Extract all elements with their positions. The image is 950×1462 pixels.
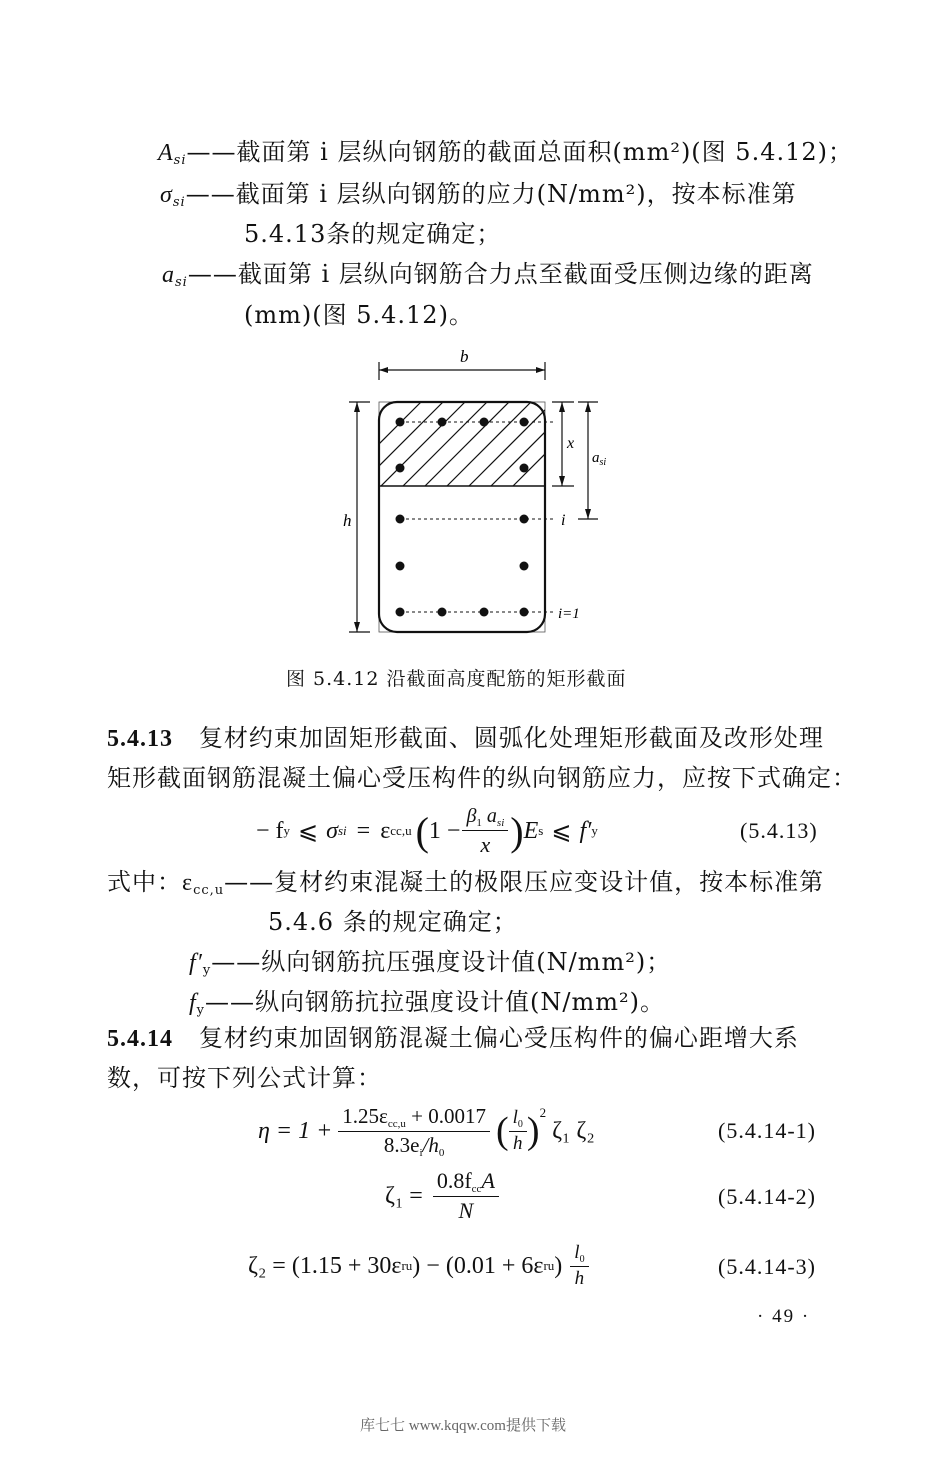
label-x: x: [567, 435, 575, 452]
eqno-5-4-14-1: (5.4.14-1): [718, 1118, 816, 1143]
def-sigma-si: $\sigma_{si}——$截面第 i 层纵向钢筋的应力(N/mm²)，按本标准第: [160, 180, 797, 210]
sec-5-4-13-line1: 5.4.13 复材约束加固矩形截面、圆弧化处理矩形截面及改形处理: [107, 724, 824, 752]
def-a-si: $a_{si}——$截面第 i 层纵向钢筋合力点至截面受压侧边缘的距离: [162, 260, 814, 290]
def-asi: $A_{si}——$截面第 i 层纵向钢筋的截面总面积(mm²)(图 5.4.12)；: [158, 138, 854, 168]
label-asi: $a_{si}$: [592, 450, 607, 468]
watermark: 库七七 www.kqqw.com提供下载: [360, 1418, 566, 1434]
formula-5-4-14-1: η = 1 + $\frac{\text{1.25εcc,u + 0.0017}}{8.3ei/h0}$ ( $\frac{l_0}{h}$ ) 2 ζ₁ ζ₂: [258, 1103, 595, 1159]
where-eps-ccu-cont: 5.4.6 条的规定确定；: [268, 908, 518, 936]
where-fy-prime: f′y——纵向钢筋抗压强度设计值(N/mm²)；: [189, 948, 672, 978]
where-eps-ccu: 式中：εcc,u——复材约束混凝土的极限压应变设计值，按本标准第: [107, 868, 825, 898]
label-i1: i=1: [558, 606, 580, 622]
eqno-5-4-13: (5.4.13): [740, 818, 818, 843]
label-b: b: [460, 347, 469, 366]
section-number-5-4-14: 5.4.14: [107, 1026, 173, 1052]
formula-5-4-14-2: ζ₁ = $\frac{\text{0.8fccA}}{N}$: [385, 1166, 499, 1226]
formula-5-4-14-3: ζ₂ = (1.15 + 30ε ru ) − (0.01 + 6ε ru ) $\frac{l_0}{h}$: [248, 1236, 589, 1296]
eqno-5-4-14-3: (5.4.14-3): [718, 1254, 816, 1279]
def-sigma-si-cont: 5.4.13条的规定确定；: [244, 220, 502, 248]
eqno-5-4-14-2: (5.4.14-2): [718, 1184, 816, 1209]
label-h: h: [343, 511, 352, 530]
formula-5-4-13: − f y ⩽ σ si = ε cc,u ( 1 − $\frac{\beta_1 a_{si}}{x}$ ) E s ⩽ f′ y: [256, 804, 598, 857]
figure-caption: 图 5.4.12 沿截面高度配筋的矩形截面: [286, 668, 627, 690]
sec-5-4-14-line1: 5.4.14 复材约束加固钢筋混凝土偏心受压构件的偏心距增大系: [107, 1024, 799, 1052]
where-fy: fy——纵向钢筋抗拉强度设计值(N/mm²)。: [189, 988, 665, 1018]
sec-5-4-14-line2: 数，可按下列公式计算：: [107, 1064, 382, 1092]
label-i: i: [561, 512, 566, 529]
page-number: · 49 ·: [757, 1306, 811, 1327]
def-text: 截面第 i 层纵向钢筋的截面总面积(mm²)(图 5.4.12)；: [236, 138, 854, 166]
section-number-5-4-13: 5.4.13: [107, 726, 173, 752]
figure-rect-section: [330, 340, 630, 650]
symbol-A: A: [158, 140, 174, 166]
sec-5-4-13-line2: 矩形截面钢筋混凝土偏心受压构件的纵向钢筋应力，应按下式确定：: [107, 764, 857, 792]
def-a-si-cont: (mm)(图 5.4.12)。: [244, 301, 474, 329]
